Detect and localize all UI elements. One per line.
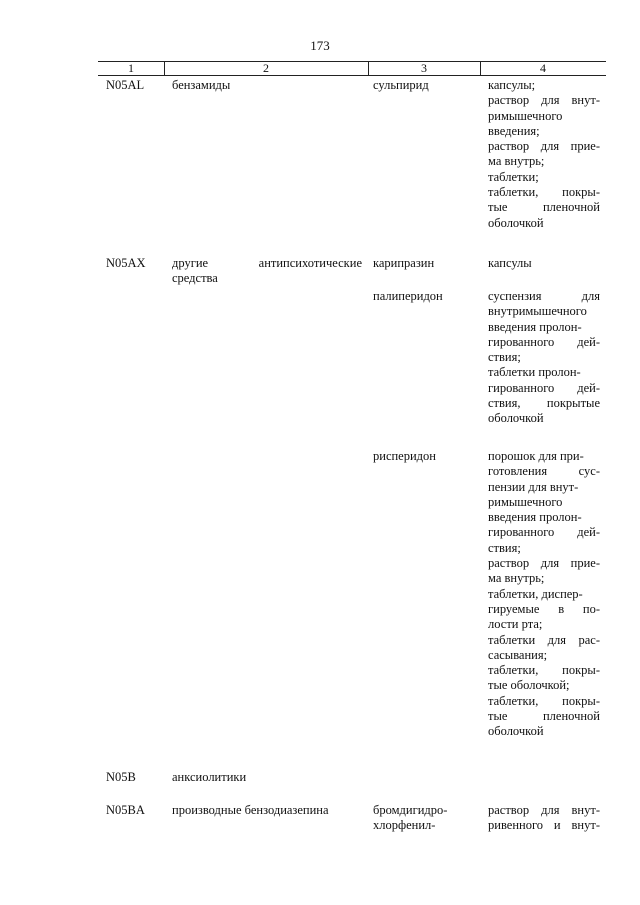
form-line: введения; bbox=[488, 123, 540, 138]
form-line: гированного дей- bbox=[488, 525, 600, 540]
drug-name bbox=[373, 449, 478, 464]
drug-line: бромдигидро- bbox=[373, 803, 448, 817]
header-col-3: 3 bbox=[421, 61, 427, 75]
form-line: лости рта; bbox=[488, 617, 543, 632]
form-line: тые пленочной bbox=[488, 200, 600, 215]
dosage-forms bbox=[488, 78, 600, 231]
form-line: тые оболочкой; bbox=[488, 678, 570, 693]
form-line: ствия, покрытые bbox=[488, 396, 600, 411]
form-line: раствор для прие- bbox=[488, 139, 600, 154]
form-line: римышечного bbox=[488, 108, 563, 123]
form-line: введения пролон- bbox=[488, 510, 582, 525]
form-line: гированного дей- bbox=[488, 334, 600, 349]
form-line: оболочкой bbox=[488, 724, 544, 739]
form-line: оболочкой bbox=[488, 411, 544, 426]
group-name bbox=[172, 803, 362, 818]
group-line: бензамиды bbox=[172, 78, 231, 92]
group-name bbox=[172, 256, 362, 286]
form-line: римышечного bbox=[488, 494, 563, 509]
form-line: введения пролон- bbox=[488, 319, 582, 334]
form-line: капсулы bbox=[488, 256, 532, 270]
group-line: производные бензодиазепина bbox=[172, 803, 329, 817]
header-bottom-rule bbox=[98, 75, 606, 76]
form-line: порошок для при- bbox=[488, 449, 584, 463]
form-line: таблетки пролон- bbox=[488, 365, 581, 380]
form-line: таблетки, покры- bbox=[488, 663, 600, 678]
form-line: таблетки, диспер- bbox=[488, 586, 583, 601]
drug-line: хлорфенил- bbox=[373, 818, 436, 832]
form-line: раствор для прие- bbox=[488, 556, 600, 571]
form-line: суспензия для bbox=[488, 289, 600, 303]
atc-code: N05AL bbox=[106, 78, 145, 92]
dosage-forms bbox=[488, 289, 600, 427]
atc-code: N05AX bbox=[106, 256, 146, 270]
drug-line: рисперидон bbox=[373, 449, 436, 463]
drug-name bbox=[373, 803, 478, 833]
form-line: сасывания; bbox=[488, 647, 548, 662]
drug-line: карипразин bbox=[373, 256, 435, 270]
atc-code: N05B bbox=[106, 770, 136, 784]
header-col-2: 2 bbox=[263, 61, 269, 75]
form-line: раствор для внут- bbox=[488, 803, 600, 817]
drug-line: палиперидон bbox=[373, 289, 443, 303]
form-line: ма внутрь; bbox=[488, 571, 545, 586]
group-name bbox=[172, 770, 362, 785]
form-line: таблетки; bbox=[488, 169, 539, 184]
form-line: гированного дей- bbox=[488, 380, 600, 395]
form-line: оболочкой bbox=[488, 215, 544, 230]
form-line: капсулы; bbox=[488, 78, 536, 92]
dosage-forms bbox=[488, 803, 600, 834]
form-line: тые пленочной bbox=[488, 709, 600, 724]
form-line: раствор для внут- bbox=[488, 93, 600, 108]
form-line: таблетки, покры- bbox=[488, 185, 600, 200]
form-line: ма внутрь; bbox=[488, 154, 545, 169]
form-line: ривенного и внут- bbox=[488, 818, 600, 833]
dosage-forms bbox=[488, 256, 600, 271]
drug-line: сульпирид bbox=[373, 78, 429, 92]
group-line: другие антипсихотические bbox=[172, 256, 362, 270]
header-col-1: 1 bbox=[128, 61, 134, 75]
form-line: пензии для внут- bbox=[488, 479, 579, 494]
header-col-4: 4 bbox=[540, 61, 546, 75]
form-line: гируемые в по- bbox=[488, 601, 600, 616]
form-line: ствия; bbox=[488, 350, 521, 365]
group-name bbox=[172, 78, 362, 93]
group-line: анксиолитики bbox=[172, 770, 247, 784]
form-line: готовления сус- bbox=[488, 464, 600, 479]
group-line: средства bbox=[172, 271, 218, 285]
page-number: 173 bbox=[310, 38, 330, 53]
form-line: внутримышечного bbox=[488, 304, 587, 319]
drug-name bbox=[373, 289, 478, 304]
atc-code: N05BA bbox=[106, 803, 145, 817]
dosage-forms bbox=[488, 449, 600, 740]
drug-name bbox=[373, 256, 478, 271]
drug-name bbox=[373, 78, 478, 93]
form-line: ствия; bbox=[488, 540, 521, 555]
form-line: таблетки для рас- bbox=[488, 632, 600, 647]
form-line: таблетки, покры- bbox=[488, 693, 600, 708]
